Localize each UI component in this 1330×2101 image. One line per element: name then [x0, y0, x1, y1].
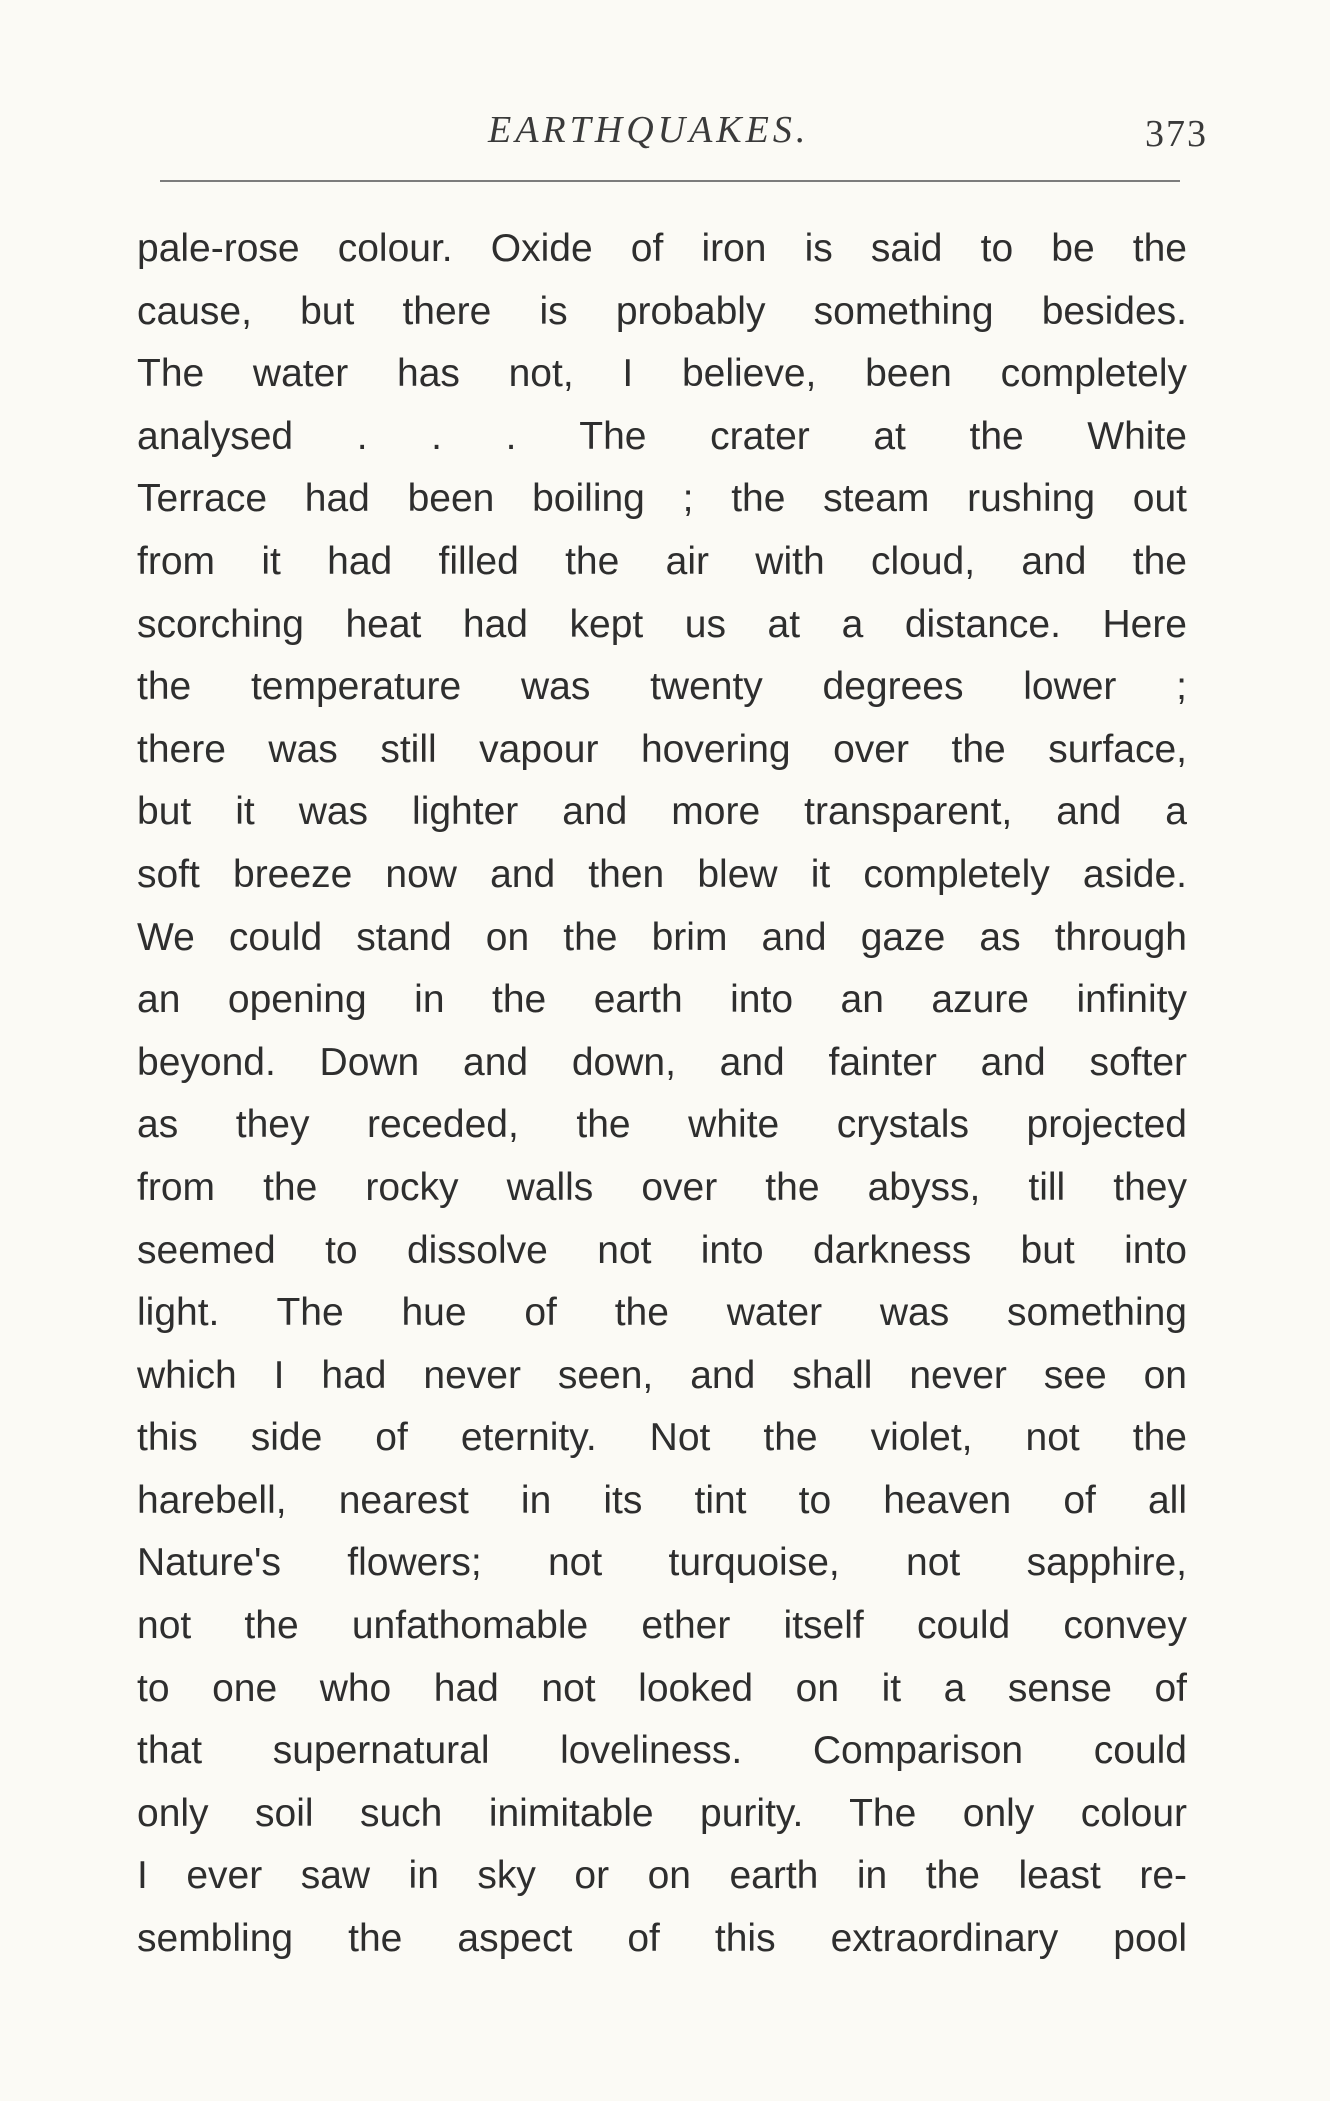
text-line: soft breeze now and then blew it completely aside. — [137, 852, 1187, 896]
running-head — [0, 108, 1330, 168]
text-line: that supernatural loveliness. Comparison could — [137, 1729, 1187, 1773]
text-line: The water has not, I believe, been completely — [137, 352, 1187, 396]
text-line: analysed . . . The crater at the White — [137, 414, 1187, 458]
text-line: this side of eternity. Not the violet, not the — [137, 1416, 1187, 1460]
text-line: the temperature was twenty degrees lower ; — [137, 665, 1187, 709]
text-line: cause, but there is probably something besides. — [137, 289, 1187, 333]
text-line: which I had never seen, and shall never see on — [137, 1353, 1187, 1397]
running-title: EARTHQUAKES. — [488, 109, 810, 151]
text-line: seemed to dissolve not into darkness but into — [137, 1228, 1187, 1272]
text-line: there was still vapour hovering over the surface, — [137, 727, 1187, 771]
text-line: sembling the aspect of this extraordinary pool — [137, 1917, 1187, 1961]
text-line: harebell, nearest in its tint to heaven of all — [137, 1478, 1187, 1522]
text-line: but it was lighter and more transparent, and a — [137, 790, 1187, 834]
text-line: an opening in the earth into an azure infinity — [137, 978, 1187, 1022]
page-number: 373 — [1145, 113, 1208, 155]
body-text — [137, 218, 1187, 1971]
text-line: pale-rose colour. Oxide of iron is said to be the — [137, 227, 1187, 270]
text-line: beyond. Down and down, and fainter and softer — [137, 1040, 1187, 1084]
text-line: Nature's flowers; not turquoise, not sapphire, — [137, 1541, 1187, 1585]
text-line: scorching heat had kept us at a distance. Here — [137, 602, 1187, 646]
text-line: only soil such inimitable purity. The only colour — [137, 1791, 1187, 1835]
text-line: from the rocky walls over the abyss, till they — [137, 1165, 1187, 1209]
text-line: not the unfathomable ether itself could convey — [137, 1604, 1187, 1648]
header-rule — [160, 180, 1180, 182]
text-line: light. The hue of the water was something — [137, 1291, 1187, 1335]
text-line: Terrace had been boiling ; the steam rushing out — [137, 477, 1187, 521]
text-line: as they receded, the white crystals projected — [137, 1103, 1187, 1147]
text-line: to one who had not looked on it a sense of — [137, 1666, 1187, 1710]
text-line: I ever saw in sky or on earth in the least re- — [137, 1854, 1187, 1898]
text-line: from it had filled the air with cloud, and the — [137, 539, 1187, 583]
text-line: We could stand on the brim and gaze as through — [137, 915, 1187, 959]
